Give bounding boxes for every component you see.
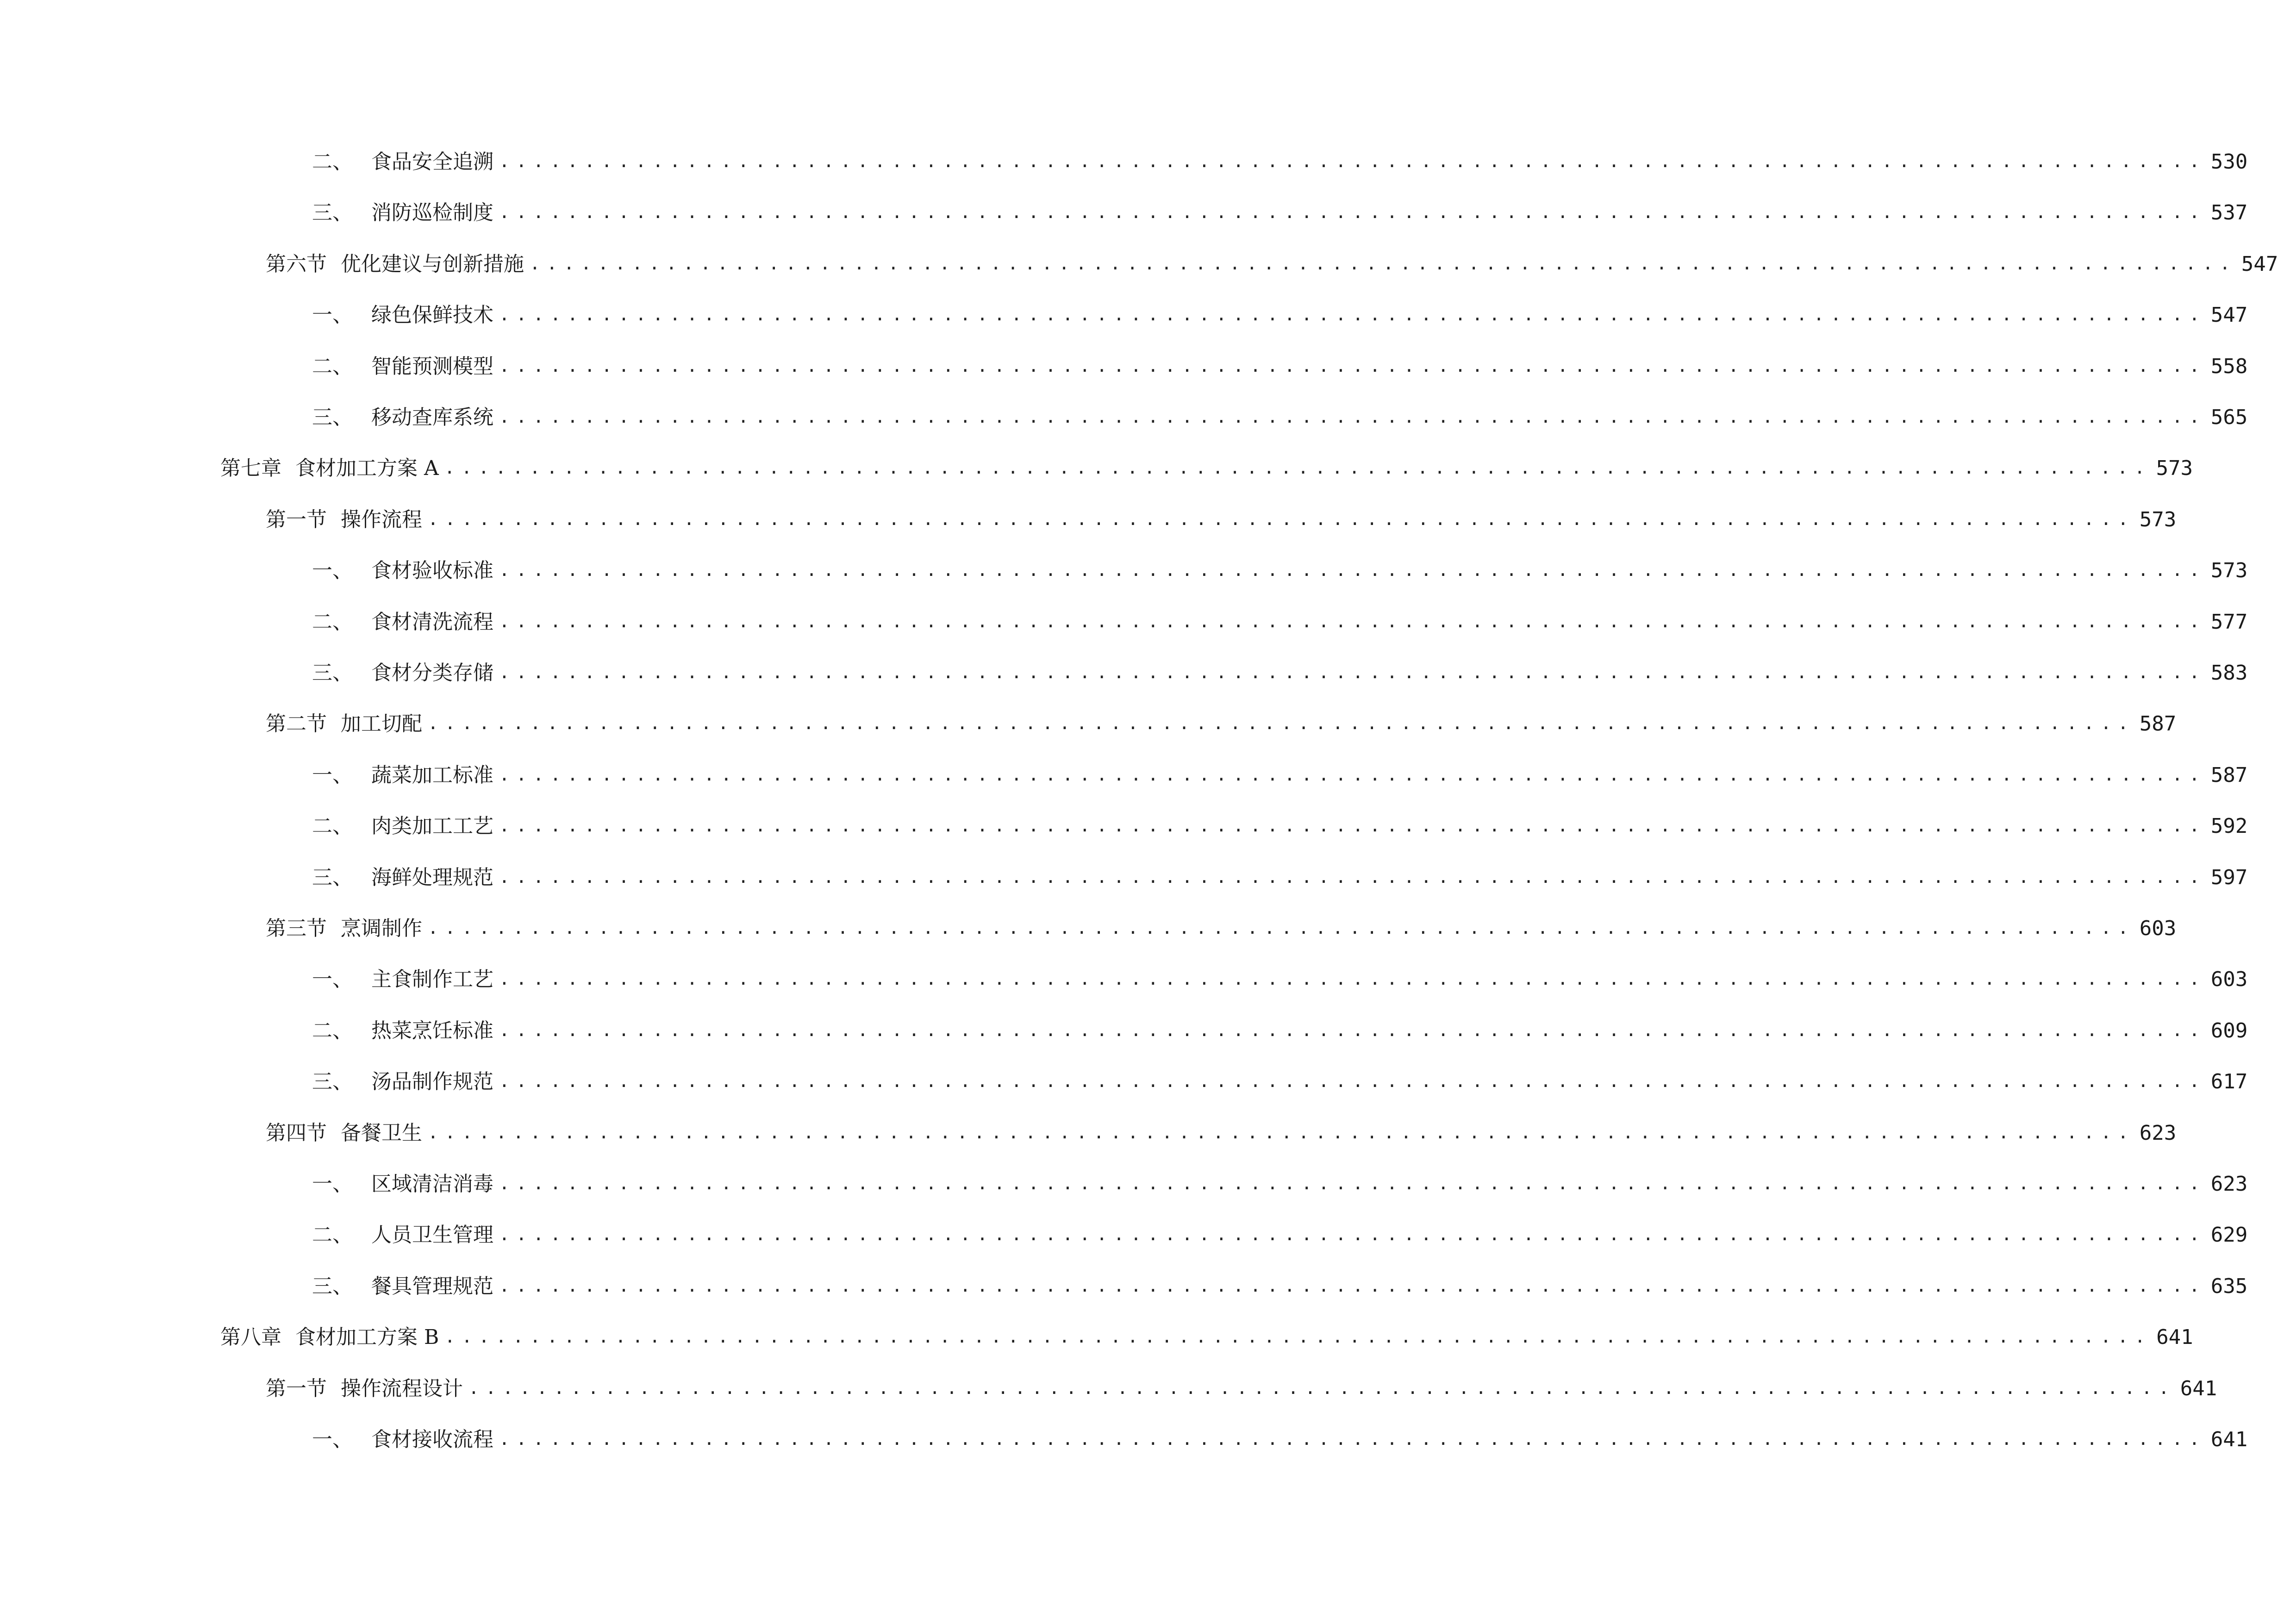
toc-entry-number: 一、: [312, 1428, 353, 1451]
toc-entry[interactable]: [266, 703, 2177, 745]
toc-entry[interactable]: [312, 806, 2248, 847]
toc-entry[interactable]: [312, 1419, 2248, 1461]
toc-dot-leader: ....................................................................................................: [468, 1377, 2176, 1398]
toc-entry[interactable]: [266, 1368, 2217, 1410]
toc-entry-page-number: 573: [2210, 559, 2248, 583]
toc-entry-title: 肉类加工工艺: [371, 814, 493, 838]
toc-dot-leader: ....................................................................................................: [444, 457, 2152, 478]
toc-entry-title: 食材清洗流程: [371, 610, 493, 634]
toc-entry-number: 三、: [312, 201, 353, 225]
toc-dot-leader: ....................................................................................................: [499, 202, 2206, 223]
toc-entry-page-number: 547: [2210, 303, 2248, 327]
toc-entry[interactable]: [312, 1214, 2248, 1256]
toc-dot-leader: ....................................................................................................: [499, 355, 2206, 376]
toc-entry-title: 绿色保鲜技术: [371, 303, 493, 327]
toc-entry[interactable]: [312, 1266, 2248, 1307]
toc-entry-number: 第二节: [266, 712, 327, 736]
toc-entry-page-number: 603: [2210, 968, 2248, 992]
toc-entry-title: 智能预测模型: [371, 354, 493, 378]
toc-entry-page-number: 597: [2210, 865, 2248, 889]
toc-entry-number: 三、: [312, 865, 353, 889]
toc-entry[interactable]: [312, 346, 2248, 387]
toc-entry-number: 第六节: [266, 252, 327, 276]
toc-entry-title: 食材接收流程: [371, 1428, 493, 1451]
toc-entry[interactable]: [266, 1112, 2177, 1154]
toc-dot-leader: ....................................................................................................: [499, 1224, 2206, 1245]
toc-entry-number: 三、: [312, 1070, 353, 1094]
toc-entry-page-number: 635: [2210, 1274, 2248, 1298]
toc-entry-title: 移动查库系统: [371, 406, 493, 429]
toc-dot-leader: ....................................................................................................: [499, 968, 2206, 989]
toc-entry[interactable]: [312, 192, 2248, 234]
toc-entry-page-number: 603: [2139, 917, 2177, 940]
toc-entry-title: 消防巡检制度: [371, 201, 493, 225]
toc-entry-number: 第一节: [266, 1376, 327, 1400]
toc-entry[interactable]: [312, 857, 2248, 899]
toc-entry-title: 烹调制作: [341, 917, 422, 940]
toc-entry[interactable]: [266, 499, 2177, 541]
toc-entry-title: 食品安全追溯: [371, 150, 493, 174]
toc-entry-page-number: 547: [2241, 252, 2278, 276]
toc-entry[interactable]: [312, 601, 2248, 643]
toc-entry-page-number: 573: [2139, 507, 2177, 531]
toc-entry-number: 二、: [312, 814, 353, 838]
toc-entry-number: 三、: [312, 661, 353, 685]
toc-entry-page-number: 573: [2156, 456, 2193, 481]
toc-dot-leader: ....................................................................................................: [499, 764, 2206, 785]
toc-entry-title: 蔬菜加工标准: [371, 763, 493, 787]
toc-entry-title: 区域清洁消毒: [371, 1172, 493, 1196]
toc-entry[interactable]: [220, 448, 2193, 489]
toc-entry-title: 加工切配: [341, 712, 422, 736]
toc-entry-number: 一、: [312, 303, 353, 327]
toc-entry[interactable]: [220, 1317, 2193, 1358]
toc-entry-page-number: 577: [2210, 610, 2248, 634]
toc-entry-page-number: 629: [2210, 1223, 2248, 1247]
toc-entry-title: 热菜烹饪标准: [371, 1018, 493, 1043]
toc-entry[interactable]: [312, 959, 2248, 1000]
toc-dot-leader: ....................................................................................................: [499, 1071, 2206, 1092]
toc-entry-title: 优化建议与创新措施: [341, 252, 524, 276]
toc-entry-number: 一、: [312, 763, 353, 787]
toc-entry-title: 汤品制作规范: [371, 1070, 493, 1094]
toc-entry[interactable]: [312, 141, 2248, 183]
toc-dot-leader: ....................................................................................................: [428, 918, 2135, 938]
toc-entry[interactable]: [312, 1163, 2248, 1205]
toc-entry-page-number: 641: [2210, 1428, 2248, 1451]
toc-entry-title: 食材分类存储: [371, 661, 493, 685]
toc-entry-number: 第一节: [266, 507, 327, 531]
toc-entry-number: 一、: [312, 1172, 353, 1196]
toc-dot-leader: ....................................................................................................: [499, 662, 2206, 682]
toc-entry-number: 一、: [312, 559, 353, 583]
toc-entry[interactable]: [266, 244, 2278, 285]
toc-entry-title: 食材加工方案 A: [295, 456, 439, 481]
toc-entry-page-number: 609: [2210, 1018, 2248, 1043]
toc-dot-leader: ....................................................................................................: [499, 304, 2206, 325]
toc-entry-title: 食材加工方案 B: [295, 1325, 439, 1349]
toc-dot-leader: ....................................................................................................: [499, 1429, 2206, 1449]
toc-dot-leader: ....................................................................................................: [499, 560, 2206, 581]
toc-entry-number: 二、: [312, 1223, 353, 1247]
toc-entry-page-number: 537: [2210, 201, 2248, 225]
toc-entry[interactable]: [266, 908, 2177, 949]
toc-dot-leader: ....................................................................................................: [499, 406, 2206, 427]
toc-entry-page-number: 641: [2180, 1376, 2217, 1400]
toc-entry[interactable]: [312, 1010, 2248, 1052]
toc-entry-page-number: 587: [2139, 712, 2177, 736]
toc-dot-leader: ....................................................................................................: [499, 151, 2206, 171]
toc-entry-page-number: 587: [2210, 763, 2248, 787]
toc-dot-leader: ....................................................................................................: [499, 1019, 2206, 1040]
toc-entry-page-number: 592: [2210, 814, 2248, 838]
toc-entry-page-number: 530: [2210, 150, 2248, 174]
toc-dot-leader: ....................................................................................................: [428, 508, 2135, 529]
toc-entry-title: 操作流程: [341, 507, 422, 531]
toc-entry-number: 第八章: [220, 1325, 281, 1349]
toc-entry-page-number: 558: [2210, 354, 2248, 378]
toc-entry-page-number: 565: [2210, 406, 2248, 429]
toc-entry-number: 一、: [312, 968, 353, 992]
toc-dot-leader: ....................................................................................................: [499, 1275, 2206, 1296]
toc-entry-page-number: 641: [2156, 1325, 2193, 1349]
toc-entry-number: 第四节: [266, 1121, 327, 1145]
toc-entry-title: 人员卫生管理: [371, 1223, 493, 1247]
toc-entry[interactable]: [312, 1061, 2248, 1103]
toc-entry[interactable]: [312, 652, 2248, 694]
toc-dot-leader: ....................................................................................................: [530, 253, 2237, 274]
toc-entry-number: 第三节: [266, 917, 327, 940]
toc-entry-title: 备餐卫生: [341, 1121, 422, 1145]
toc-dot-leader: ....................................................................................................: [499, 611, 2206, 631]
toc-entry-page-number: 623: [2210, 1172, 2248, 1196]
toc-dot-leader: ....................................................................................................: [499, 815, 2206, 836]
toc-dot-leader: ....................................................................................................: [428, 713, 2135, 734]
toc-entry-number: 第七章: [220, 456, 281, 481]
toc-entry-page-number: 583: [2210, 661, 2248, 685]
toc-entry[interactable]: [312, 755, 2248, 796]
toc-entry[interactable]: [312, 550, 2248, 592]
toc-entry[interactable]: [312, 294, 2248, 336]
toc-dot-leader: ....................................................................................................: [499, 1173, 2206, 1193]
toc-entry-number: 二、: [312, 1018, 353, 1043]
toc-entry-number: 三、: [312, 406, 353, 429]
toc-entry-page-number: 617: [2210, 1070, 2248, 1094]
toc-dot-leader: ....................................................................................................: [428, 1122, 2135, 1143]
toc-entry-page-number: 623: [2139, 1121, 2177, 1145]
toc-dot-leader: ....................................................................................................: [499, 866, 2206, 887]
toc-entry-title: 操作流程设计: [341, 1376, 463, 1400]
toc-entry-number: 二、: [312, 150, 353, 174]
toc-entry-title: 海鲜处理规范: [371, 865, 493, 889]
toc-entry-number: 二、: [312, 610, 353, 634]
toc-entry-title: 餐具管理规范: [371, 1274, 493, 1298]
toc-entry-number: 三、: [312, 1274, 353, 1298]
toc-entry[interactable]: [312, 397, 2248, 438]
toc-entry-title: 主食制作工艺: [371, 968, 493, 992]
toc-dot-leader: ....................................................................................................: [444, 1326, 2152, 1347]
toc-entry-number: 二、: [312, 354, 353, 378]
toc-entry-title: 食材验收标准: [371, 559, 493, 583]
